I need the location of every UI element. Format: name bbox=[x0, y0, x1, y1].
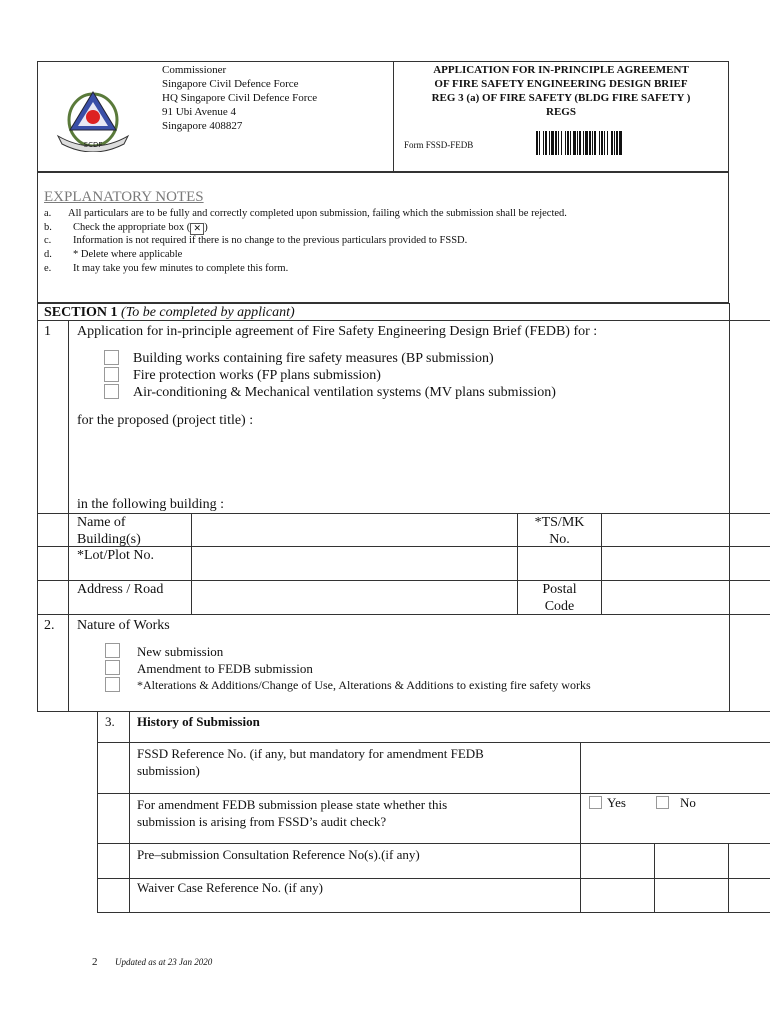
barcode-bar bbox=[545, 131, 547, 155]
section1-top bbox=[37, 303, 729, 304]
bp-checkbox[interactable] bbox=[104, 350, 119, 365]
label-line: No. bbox=[549, 532, 570, 547]
alterations-checkbox[interactable] bbox=[105, 677, 120, 692]
note-text: * Delete where applicable bbox=[73, 249, 183, 261]
building-name-input[interactable] bbox=[192, 514, 516, 545]
note-text: ) bbox=[204, 221, 208, 233]
form-title bbox=[396, 63, 726, 119]
alterations-label: *Alterations & Additions/Change of Use, Alterations & Additions to existing fire safety works bbox=[137, 678, 591, 692]
amendment-label: Amendment to FEDB submission bbox=[137, 661, 313, 676]
barcode-bar bbox=[573, 131, 576, 155]
barcode-bar bbox=[599, 131, 600, 155]
barcode-bar bbox=[567, 131, 569, 155]
fp-checkbox[interactable] bbox=[104, 367, 119, 382]
page-number: 2 bbox=[92, 956, 98, 968]
label-line: Name of bbox=[77, 515, 126, 530]
address-line: Singapore 408827 bbox=[162, 120, 243, 132]
amendment-checkbox[interactable] bbox=[105, 660, 120, 675]
note-letter: d. bbox=[44, 249, 52, 261]
svg-text:SCDF: SCDF bbox=[83, 141, 103, 149]
yes-label: Yes bbox=[607, 795, 626, 810]
barcode-bar bbox=[619, 131, 622, 155]
barcode-bar bbox=[536, 131, 538, 155]
barcode-bar bbox=[579, 131, 581, 155]
note-letter: c. bbox=[44, 235, 52, 247]
barcode-bar bbox=[585, 131, 588, 155]
fssd-ref-label bbox=[137, 745, 484, 779]
barcode-bar bbox=[614, 131, 615, 155]
col-line bbox=[68, 513, 69, 614]
note-text: It may take you few minutes to complete this form. bbox=[73, 262, 289, 274]
q3-row-line bbox=[97, 793, 770, 794]
project-title-field[interactable] bbox=[77, 430, 717, 492]
new-submission-checkbox[interactable] bbox=[105, 643, 120, 658]
lot-plot-input[interactable] bbox=[192, 547, 516, 579]
label-line: submission is arising from FSSD’s audit check? bbox=[137, 814, 387, 829]
consultation-ref-input-2[interactable] bbox=[655, 844, 727, 877]
barcode-bar bbox=[611, 131, 613, 155]
frame-right bbox=[729, 303, 730, 711]
building-label: in the following building : bbox=[77, 497, 224, 512]
barcode-bar bbox=[551, 131, 554, 155]
q2-text: Nature of Works bbox=[77, 618, 170, 633]
label-line: For amendment FEDB submission please state whether this bbox=[137, 797, 448, 812]
barcode-bar bbox=[558, 131, 559, 155]
fssd-ref-input[interactable] bbox=[581, 743, 770, 792]
q1-text: Application for in-principle agreement of Fire Safety Engineering Design Brief (FEDB) for : bbox=[77, 324, 598, 339]
q1-number: 1 bbox=[44, 324, 51, 339]
mv-checkbox[interactable] bbox=[104, 384, 119, 399]
consultation-ref-input-3[interactable] bbox=[729, 844, 770, 877]
scdf-logo bbox=[52, 86, 134, 152]
fp-option-label: Fire protection works (FP plans submission) bbox=[133, 368, 381, 383]
notes-heading: EXPLANATORY NOTES bbox=[44, 189, 204, 205]
barcode-bar bbox=[570, 131, 571, 155]
q3-heading: History of Submission bbox=[137, 714, 260, 729]
checkbox-x-icon: ✕ bbox=[190, 223, 204, 235]
address-block bbox=[162, 63, 317, 133]
q2-bottom bbox=[37, 711, 97, 712]
postal-code-label bbox=[518, 581, 601, 615]
title-line: APPLICATION FOR IN-PRINCIPLE AGREEMENT bbox=[433, 64, 689, 76]
waiver-ref-input-3[interactable] bbox=[729, 879, 770, 911]
consultation-ref-label: Pre–submission Consultation Reference No(s).(if any) bbox=[137, 847, 420, 862]
new-submission-label: New submission bbox=[137, 644, 224, 659]
label-line: Code bbox=[544, 599, 575, 614]
section1-heading bbox=[44, 304, 295, 321]
barcode-bar bbox=[549, 131, 550, 155]
address-line: 91 Ubi Avenue 4 bbox=[162, 106, 237, 118]
lot-plot-extra-input[interactable] bbox=[518, 547, 728, 579]
updated-date: Updated as at 23 Jan 2020 bbox=[115, 957, 213, 967]
num-col bbox=[68, 320, 69, 513]
note-text: Check the appropriate box ( bbox=[73, 221, 191, 233]
label-line: Postal bbox=[542, 582, 577, 597]
mv-option-label: Air-conditioning & Mechanical ventilation systems (MV plans submission) bbox=[133, 385, 556, 400]
header-divider bbox=[393, 61, 394, 172]
address-line: Singapore Civil Defence Force bbox=[162, 78, 299, 90]
barcode-bar bbox=[555, 131, 557, 155]
postal-code-input[interactable] bbox=[602, 581, 729, 613]
project-title-label: for the proposed (project title) : bbox=[77, 413, 254, 428]
label-line: *TS/MK bbox=[534, 515, 585, 530]
frame-left bbox=[37, 303, 38, 711]
barcode-bar bbox=[607, 131, 608, 155]
building-table-bottom bbox=[37, 614, 770, 615]
barcode bbox=[536, 131, 652, 155]
num-col bbox=[68, 614, 69, 711]
barcode-bar bbox=[594, 131, 596, 155]
address-line: HQ Singapore Civil Defence Force bbox=[162, 92, 318, 104]
ts-mk-label bbox=[518, 514, 601, 548]
audit-check-label bbox=[137, 796, 447, 830]
form-code: Form FSSD-FEDB bbox=[404, 140, 474, 150]
consultation-ref-input-1[interactable] bbox=[581, 844, 653, 877]
label-line: Building(s) bbox=[77, 532, 141, 547]
note-text: All particulars are to be fully and correctly completed upon submission, failing which the submission shall be rejected. bbox=[68, 208, 567, 219]
address-road-label: Address / Road bbox=[77, 582, 164, 597]
yes-checkbox[interactable] bbox=[589, 796, 602, 809]
bp-option-label: Building works containing fire safety measures (BP submission) bbox=[133, 351, 494, 366]
title-line: OF FIRE SAFETY ENGINEERING DESIGN BRIEF bbox=[434, 78, 688, 90]
ts-mk-input[interactable] bbox=[602, 514, 729, 545]
barcode-bar bbox=[577, 131, 578, 155]
barcode-bar bbox=[565, 131, 566, 155]
q3-bottom bbox=[97, 912, 770, 913]
title-line: REGS bbox=[546, 106, 576, 118]
barcode-bar bbox=[592, 131, 593, 155]
note-letter: b. bbox=[44, 221, 52, 233]
waiver-ref-input-1[interactable] bbox=[581, 879, 653, 911]
section1-row bbox=[37, 320, 770, 321]
note-text: Information is not required if there is no change to the previous particulars provided to FSSD. bbox=[73, 235, 468, 247]
barcode-bar bbox=[583, 131, 584, 155]
waiver-ref-label: Waiver Case Reference No. (if any) bbox=[137, 880, 323, 895]
notes-list bbox=[44, 207, 724, 275]
address-line: Commissioner bbox=[162, 64, 227, 76]
no-label: No bbox=[680, 795, 696, 810]
title-line: REG 3 (a) OF FIRE SAFETY (BLDG FIRE SAFETY ) bbox=[431, 92, 691, 104]
barcode-bar bbox=[539, 131, 540, 155]
barcode-bar bbox=[604, 131, 605, 155]
note-letter: a. bbox=[44, 208, 52, 219]
barcode-bar bbox=[561, 131, 562, 155]
barcode-bar bbox=[543, 131, 544, 155]
note-letter: e. bbox=[44, 262, 52, 274]
barcode-bar bbox=[589, 131, 591, 155]
barcode-bar bbox=[616, 131, 618, 155]
lot-plot-label: *Lot/Plot No. bbox=[77, 548, 155, 563]
section-label: SECTION 1 bbox=[44, 305, 118, 320]
q3-number: 3. bbox=[105, 714, 115, 729]
no-checkbox[interactable] bbox=[656, 796, 669, 809]
q3-top bbox=[97, 711, 770, 712]
label-line: FSSD Reference No. (if any, but mandatory for amendment FEDB bbox=[137, 746, 484, 761]
barcode-bar bbox=[601, 131, 603, 155]
q2-number: 2. bbox=[44, 618, 55, 633]
label-line: submission) bbox=[137, 763, 200, 778]
waiver-ref-input-2[interactable] bbox=[655, 879, 727, 911]
section-note: (To be completed by applicant) bbox=[121, 305, 295, 320]
building-name-label bbox=[77, 514, 141, 548]
address-road-input[interactable] bbox=[192, 581, 516, 613]
